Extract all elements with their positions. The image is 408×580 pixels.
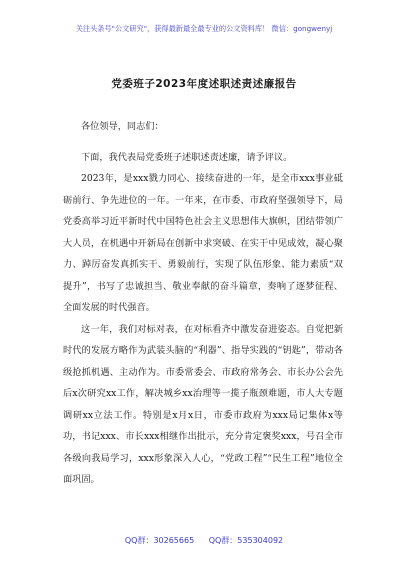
- paragraph: 2023年，是xxx戮力同心、接续奋进的一年，是全市xxx事业砥砺前行、争先进位的一年。一年来，在市委、市政府坚强领导下，局党委高举习近平新时代中国特色社会主义思想伟大旗帜，团结带领广大人员，在机遇中开新局在创新中求突破、在实干中见成效，凝心聚力、踔厉奋发真抓实干、勇毅前行，实现了队伍形象、能力素质“双提升”，书写了忠诚担当、敬业奉献的奋斗篇章，奏响了逐梦征程、全面发展的时代强音。: [63, 173, 343, 313]
- paragraph: 下面，我代表局党委班子述职述责述廉，请予评议。: [81, 151, 293, 163]
- document-title: 党委班子2023年度述职述责述廉报告: [111, 78, 297, 90]
- document-body: [63, 116, 343, 491]
- paragraph: 这一年，我们对标对表，在对标看齐中激发奋进姿态。自觉把新时代的发展方略作为武装头脑的“利器”、指导实践的“钥匙”，带动各级抢抓机遇、主动作为。市委常委会、市政府常务会、市长办公会先后x次研究xx工作，解决城乡xx治理等一揽子瓶颈难题，市人大专题调研xx立法工作。特别是x月x日，市委市政府为xxx局记集体x等功，书记xxx、市长xxx相继作出批示，充分肯定褒奖xxx，号召全市各级向我局学习，xxx形象深入人心，“党政工程”“民生工程”地位全面巩固。: [63, 323, 343, 485]
- footer: [0, 535, 408, 546]
- qq-group-1: QQ群：30265665: [124, 536, 195, 545]
- salutation: 各位领导，同志们：: [81, 121, 164, 132]
- header-banner: 关注头条号"公文研究"，获得最新最全最专业的公文资料库！ 微信：gongwenyj: [75, 24, 333, 33]
- qq-group-2: QQ群：535304092: [208, 536, 284, 545]
